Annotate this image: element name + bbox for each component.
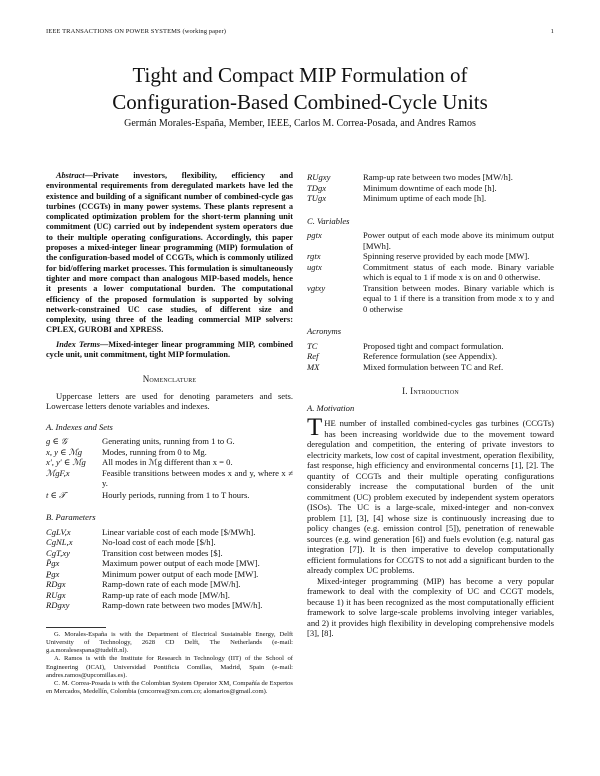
variable-row <box>307 230 554 251</box>
index-symbol: x, y ∈ ℳg <box>46 446 83 457</box>
abstract-text: —Private investors, flexibility, efficiency and environmental requirements from deregulated markets have led the existence and building of a significant number of combined-cycle gas turbines (CCGTs) in many power systems. These plants represent a complicated optimization problem for the short-term planning unit commitment (UC) carried out by independent system operators due to their multiple operating configurations. Accordingly, this paper proposes a mixed-integer linear programming (MIP) formulation of the configuration-based model of CCGTs, which is commonly utilized for bid/offering market processes. This formulation is simultaneously tighter and more compact than analogous MIP-based models, hence it presents a lower computational burden. The computational efficiency of the proposed formulation is supported by solving network-constrained UC case studies, of different size and complexity, using three of the leading commercial MIP solvers: CPLEX, GUROBI and XPRESS. <box>46 171 293 335</box>
variable-row <box>307 283 554 315</box>
footnote-rule <box>46 627 106 628</box>
variable-row <box>307 251 554 262</box>
parameter-row <box>46 527 293 538</box>
parameter-definition: Ramp-up rate between two modes [MW/h]. <box>363 172 513 182</box>
parameter-row <box>307 193 554 204</box>
journal-name: IEEE TRANSACTIONS ON POWER SYSTEMS (working paper) <box>46 28 227 35</box>
parameter-row <box>46 558 293 569</box>
index-symbol: ℳgF,x <box>46 467 70 478</box>
index-definition: Hourly periods, running from 1 to T hours. <box>102 489 250 500</box>
parameter-row <box>46 600 293 611</box>
nomenclature-intro: Uppercase letters are used for denoting parameters and sets. Lowercase letters denote variables and indexes. <box>46 390 293 412</box>
index-row <box>46 447 293 458</box>
acronym-definition: Proposed tight and compact formulation. <box>363 340 504 351</box>
parameter-definition: Maximum power output of each mode [MW]. <box>102 558 260 569</box>
variable-definition: Power output of each mode above its minimum output [MWh]. <box>363 230 554 251</box>
parameter-row <box>46 537 293 548</box>
acronym-symbol: MX <box>307 361 320 372</box>
parameters-list <box>46 527 293 611</box>
parameters-continued <box>307 172 554 204</box>
parameter-definition: Minimum power output of each mode [MW]. <box>102 568 259 579</box>
footnotes <box>46 631 293 697</box>
parameter-row <box>307 172 554 183</box>
page-number: 1 <box>550 28 554 35</box>
parameter-symbol: P̄gx <box>46 558 60 569</box>
introduction-heading: I. Introduction <box>402 386 459 396</box>
right-column <box>307 172 554 639</box>
variable-symbol: ugtx <box>307 261 322 272</box>
acronym-definition: Reference formulation (see Appendix). <box>363 351 498 361</box>
acronym-definition: Mixed formulation between TC and Ref. <box>363 361 504 372</box>
variable-definition: Commitment status of each mode. Binary variable which is equal to 1 if mode x is on and 0 otherwise. <box>363 261 554 282</box>
intro-text-1: HE number of installed combined-cycles gas turbines (CCGTs) has been increasing worldwide due to the movement toward deregulation and competition, the entering of private investors to electricity markets, low cost of capital investment, operation flexibility, fast response, high efficiency and environmental concerns [1], [2]. The quantity of CCGTs and their multiple operating configurations considerably increase the computational burden of the unit commitment (UC) problem executed by independent system operators (ISOs). The UC is a large-scale, mixed-integer and non-convex problem [1], [3], [4] whose size is continuously increasing due to policy changes (e.g. emission control [5]), penetration of renewable sources (e.g. wind generation [6]) and fuels evolution (e.g. natural gas integration [7]). It is then imperative to develop computationally efficient formulations for CCGTS to not add a significant burden to the already complex UC problems. <box>307 418 554 575</box>
index-row <box>46 457 293 468</box>
parameter-symbol: CgLV,x <box>46 526 71 537</box>
nomenclature-heading: Nomenclature <box>142 374 197 385</box>
running-header <box>46 28 554 35</box>
parameter-row <box>46 548 293 559</box>
acronym-row <box>307 362 554 373</box>
parameter-definition: Ramp-up rate of each mode [MW/h]. <box>102 589 230 600</box>
parameter-row <box>46 579 293 590</box>
abstract-label: Abstract <box>56 171 85 180</box>
variables-list <box>307 230 554 314</box>
acronym-symbol: Ref <box>307 351 319 361</box>
indexes-list <box>46 436 293 500</box>
variable-symbol: pgtx <box>307 230 322 240</box>
parameter-symbol: TUgx <box>307 193 327 203</box>
index-terms <box>46 340 293 361</box>
parameter-symbol: CgT,xy <box>46 547 70 558</box>
parameter-definition: No-load cost of each mode [$/h]. <box>102 537 216 548</box>
index-terms-label: Index Terms <box>56 339 100 349</box>
acronym-row <box>307 341 554 352</box>
acronyms-heading: Acronyms <box>307 326 342 336</box>
variable-symbol: rgtx <box>307 251 321 261</box>
variables-heading: C. Variables <box>307 215 350 226</box>
variable-symbol: vgtxy <box>307 282 326 293</box>
footnote: G. Morales-España is with the Department of Electrical Sustainable Energy, Delft University of Technology, 2628 CD Delft, The Netherlands (e-mail: g.a.moralesespana@tudelft.nl). <box>46 630 293 655</box>
left-column <box>46 171 293 696</box>
parameter-definition: Linear variable cost of each mode [$/MWh]. <box>102 526 256 537</box>
parameter-symbol: RDgxy <box>46 600 70 611</box>
variable-row <box>307 262 554 283</box>
index-symbol: t ∈ 𝒯 <box>46 489 66 500</box>
index-row <box>46 468 293 489</box>
parameter-definition: Minimum uptime of each mode [h]. <box>363 193 487 203</box>
parameter-row <box>307 183 554 194</box>
acronyms-list <box>307 341 554 373</box>
paper-title <box>40 62 560 116</box>
parameter-symbol: TDgx <box>307 182 327 193</box>
index-row <box>46 436 293 447</box>
acronym-row <box>307 351 554 362</box>
index-definition: All modes in ℳg different than x = 0. <box>102 457 233 468</box>
parameter-symbol: RUgxy <box>307 172 331 182</box>
parameter-symbol: RUgx <box>46 589 66 600</box>
intro-paragraph-1 <box>307 414 554 576</box>
intro-paragraph-2: Mixed-integer programming (MIP) has become a very popular framework to deal with the complexity of UC and CCGT models, because 1) it has been recognized as the most computationally efficient framework to solve large-scale problems involving integer variables, and 2) it provides high flexibility in developing comprehensive models [3], [8]. <box>307 575 554 638</box>
parameter-definition: Minimum downtime of each mode [h]. <box>363 182 497 193</box>
variable-definition: Transition between modes. Binary variable which is equal to 1 if there is a transition from mode x to y and 0 otherwise <box>363 282 554 314</box>
parameter-definition: Ramp-down rate between two modes [MW/h]. <box>102 600 263 611</box>
index-definition: Feasible transitions between modes x and y, where x ≠ y. <box>102 467 293 489</box>
parameter-symbol: RDgx <box>46 579 66 590</box>
title-line-2: Configuration-Based Combined-Cycle Units <box>112 90 488 114</box>
authors: Germán Morales-España, Member, IEEE, Carlos M. Correa-Posada, and Andres Ramos <box>124 118 476 129</box>
index-row <box>46 490 293 501</box>
index-symbol: x′, y′ ∈ ℳg <box>46 457 86 468</box>
parameter-symbol: P̲gx <box>46 568 60 579</box>
index-definition: Modes, running from 0 to Mg. <box>102 446 207 457</box>
parameters-heading: B. Parameters <box>46 512 96 523</box>
indexes-heading: A. Indexes and Sets <box>46 421 113 432</box>
variable-definition: Spinning reserve provided by each mode [MW]. <box>363 251 530 261</box>
parameter-row <box>46 569 293 580</box>
parameter-row <box>46 590 293 601</box>
parameter-definition: Transition cost between modes [$]. <box>102 547 223 558</box>
index-definition: Generating units, running from 1 to G. <box>102 436 235 447</box>
footnote: A. Ramos is with the Institute for Research in Technology (IIT) of the School of Engineering (ICAI), Universidad Pontificia Comillas, Madrid, Spain (e-mail: andres.ramos@upcomillas.es). <box>46 655 293 679</box>
title-line-1: Tight and Compact MIP Formulation of <box>132 63 468 87</box>
parameter-definition: Ramp-down rate of each mode [MW/h]. <box>102 579 241 590</box>
footnote: C. M. Correa-Posada is with the Colombian System Operator XM, Compañía de Expertos en Mercados, Medellín, Colombia (cmcorrea@xm.com.co; alomarios@gmail.com). <box>46 680 293 696</box>
index-symbol: g ∈ 𝒢 <box>46 436 68 447</box>
drop-cap: T <box>307 414 323 441</box>
abstract <box>46 171 293 336</box>
index-terms-text: —Mixed-integer linear programming MIP, combined cycle unit, unit commitment, tight MIP formulation. <box>46 339 293 360</box>
parameter-symbol: CgNL,x <box>46 537 73 548</box>
acronym-symbol: TC <box>307 340 318 351</box>
motivation-heading: A. Motivation <box>307 402 355 413</box>
